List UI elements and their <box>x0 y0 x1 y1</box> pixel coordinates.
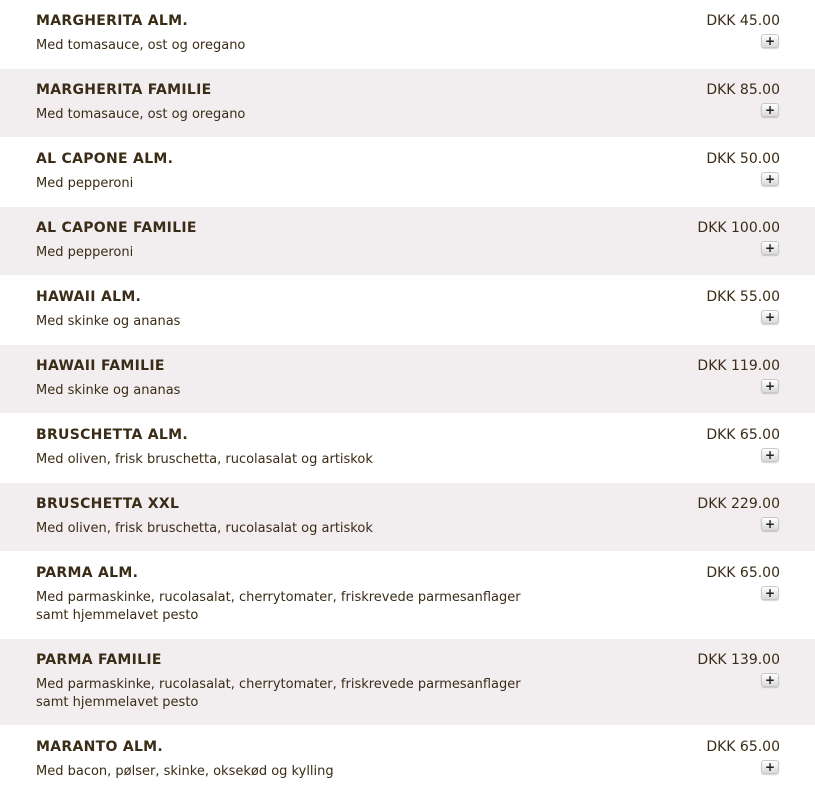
item-name: PARMA ALM. <box>36 565 139 581</box>
item-price: DKK 85.00 <box>706 82 780 98</box>
item-description: Med oliven, frisk bruschetta, rucolasalat og artiskok <box>36 452 373 467</box>
menu-item <box>0 552 815 639</box>
menu-item <box>0 414 815 483</box>
item-description: Med parmaskinke, rucolasalat, cherrytomater, friskrevede parmesanflager samt hjemmelavet pesto <box>36 590 521 623</box>
menu-item <box>0 345 815 414</box>
plus-icon: + <box>764 586 776 600</box>
item-price: DKK 50.00 <box>706 151 780 167</box>
item-price: DKK 65.00 <box>706 565 780 581</box>
item-price: DKK 119.00 <box>697 358 780 374</box>
item-name: BRUSCHETTA ALM. <box>36 427 189 443</box>
plus-icon: + <box>764 448 776 462</box>
item-name: MARANTO ALM. <box>36 739 164 755</box>
item-name: HAWAII FAMILIE <box>36 358 165 374</box>
item-name: PARMA FAMILIE <box>36 652 162 668</box>
menu-item <box>0 639 815 726</box>
plus-icon: + <box>764 379 776 393</box>
add-to-cart-button[interactable] <box>761 760 779 774</box>
plus-icon: + <box>764 517 776 531</box>
add-to-cart-button[interactable] <box>761 379 779 393</box>
menu-item <box>0 138 815 207</box>
menu-item <box>0 0 815 69</box>
menu-item <box>0 726 815 795</box>
item-price: DKK 229.00 <box>697 496 780 512</box>
add-to-cart-button[interactable] <box>761 517 779 531</box>
item-description: Med parmaskinke, rucolasalat, cherrytomater, friskrevede parmesanflager samt hjemmelavet pesto <box>36 677 521 710</box>
menu-item <box>0 276 815 345</box>
item-name: HAWAII ALM. <box>36 289 142 305</box>
plus-icon: + <box>764 760 776 774</box>
plus-icon: + <box>764 310 776 324</box>
item-price: DKK 100.00 <box>697 220 780 236</box>
item-name: BRUSCHETTA XXL <box>36 496 180 512</box>
item-description: Med oliven, frisk bruschetta, rucolasalat og artiskok <box>36 521 373 536</box>
add-to-cart-button[interactable] <box>761 103 779 117</box>
add-to-cart-button[interactable] <box>761 448 779 462</box>
add-to-cart-button[interactable] <box>761 241 779 255</box>
item-name: AL CAPONE ALM. <box>36 151 174 167</box>
item-description: Med skinke og ananas <box>36 383 181 398</box>
plus-icon: + <box>764 103 776 117</box>
item-price: DKK 55.00 <box>706 289 780 305</box>
item-name: MARGHERITA ALM. <box>36 13 188 29</box>
menu-item <box>0 483 815 552</box>
add-to-cart-button[interactable] <box>761 673 779 687</box>
item-description: Med tomasauce, ost og oregano <box>36 107 246 122</box>
item-description: Med pepperoni <box>36 245 134 260</box>
item-description: Med pepperoni <box>36 176 134 191</box>
item-description: Med skinke og ananas <box>36 314 181 329</box>
item-price: DKK 65.00 <box>706 739 780 755</box>
item-price: DKK 139.00 <box>697 652 780 668</box>
item-name: AL CAPONE FAMILIE <box>36 220 197 236</box>
plus-icon: + <box>764 673 776 687</box>
item-description: Med bacon, pølser, skinke, oksekød og kylling <box>36 764 334 779</box>
menu-item <box>0 207 815 276</box>
add-to-cart-button[interactable] <box>761 310 779 324</box>
menu-item <box>0 69 815 138</box>
plus-icon: + <box>764 34 776 48</box>
item-name: MARGHERITA FAMILIE <box>36 82 212 98</box>
item-description: Med tomasauce, ost og oregano <box>36 38 246 53</box>
add-to-cart-button[interactable] <box>761 586 779 600</box>
plus-icon: + <box>764 241 776 255</box>
item-price: DKK 65.00 <box>706 427 780 443</box>
item-price: DKK 45.00 <box>706 13 780 29</box>
plus-icon: + <box>764 172 776 186</box>
add-to-cart-button[interactable] <box>761 172 779 186</box>
add-to-cart-button[interactable] <box>761 34 779 48</box>
